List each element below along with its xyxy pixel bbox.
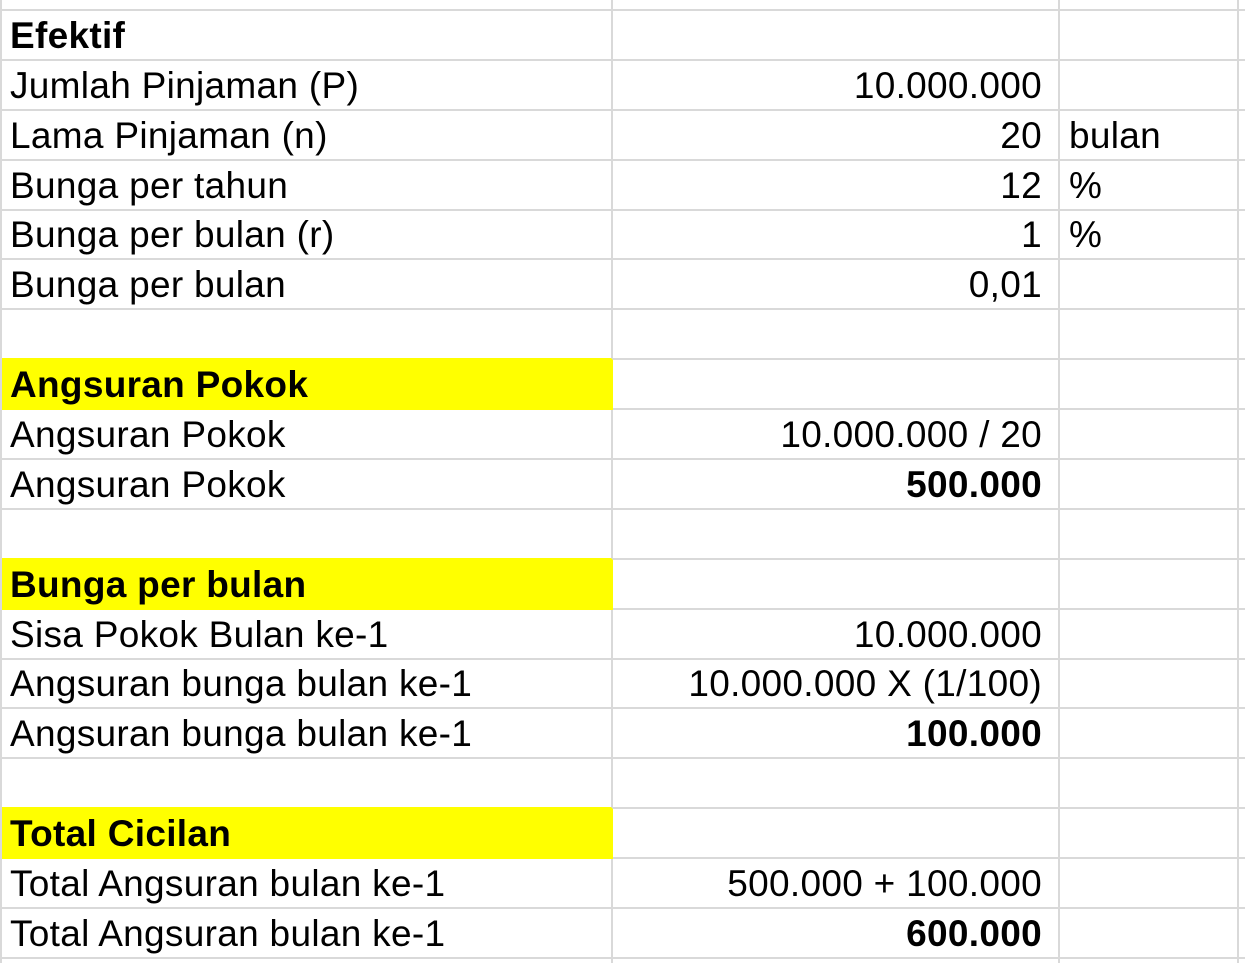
cell-value[interactable] [613,260,1060,310]
spreadsheet-row [2,460,1245,510]
cell-label[interactable] [2,460,613,510]
cell-label[interactable] [2,161,613,211]
cell-label[interactable] [2,111,613,161]
spreadsheet-row [2,709,1245,759]
cell-value[interactable] [613,0,1060,11]
cell-right-edge [1239,909,1245,959]
cell-value[interactable] [613,959,1060,963]
cell-unit[interactable] [1060,410,1239,460]
cell-text: 10.000.000 [853,613,1042,655]
cell-label[interactable] [2,260,613,310]
cell-right-edge [1239,510,1245,560]
cell-text: bulan [1069,114,1162,156]
spreadsheet-row-empty [2,310,1245,360]
spreadsheet-row [2,161,1245,211]
cell-value[interactable] [613,61,1060,111]
cell-unit[interactable] [1060,211,1239,261]
cell-label[interactable] [2,660,613,710]
cell-text: 12 [1000,164,1042,206]
spreadsheet-row [2,410,1245,460]
cell-unit[interactable] [1060,560,1239,610]
cell-text: Angsuran Pokok [10,463,286,505]
cell-text: Sisa Pokok Bulan ke-1 [10,613,389,655]
cell-label-highlighted[interactable] [2,809,613,859]
cell-unit[interactable] [1060,709,1239,759]
cell-unit[interactable] [1060,11,1239,61]
cell-unit[interactable] [1060,61,1239,111]
spreadsheet-row-empty [2,510,1245,560]
cell-right-edge [1239,0,1245,11]
cell-unit[interactable] [1060,759,1239,809]
cell-text: 1 [1021,214,1042,256]
cell-text: 10.000.000 [853,64,1042,106]
cell-text: 10.000.000 / 20 [780,414,1042,456]
cell-right-edge [1239,410,1245,460]
cell-right-edge [1239,61,1245,111]
cell-unit[interactable] [1060,460,1239,510]
cell-unit[interactable] [1060,859,1239,909]
cell-value-result[interactable] [613,460,1060,510]
cell-text: 10.000.000 X (1/100) [688,663,1042,705]
cell-value-result[interactable] [613,909,1060,959]
cell-text: Angsuran Pokok [10,364,309,406]
cell-right-edge [1239,759,1245,809]
spreadsheet-row [2,660,1245,710]
cell-text: 0,01 [968,264,1042,306]
cell-unit[interactable] [1060,510,1239,560]
cell-text: 500.000 [906,463,1042,505]
cell-right-edge [1239,111,1245,161]
cell-text: Jumlah Pinjaman (P) [10,64,360,106]
spreadsheet-row-partial-bottom [2,959,1245,963]
cell-text: % [1069,164,1103,206]
cell-label[interactable] [2,959,613,963]
spreadsheet-row [2,859,1245,909]
cell-right-edge [1239,859,1245,909]
cell-text: Angsuran bunga bulan ke-1 [10,713,473,755]
cell-label-highlighted[interactable] [2,360,613,410]
spreadsheet-row [2,260,1245,310]
cell-right-edge [1239,460,1245,510]
spreadsheet-row [2,211,1245,261]
spreadsheet-row-section-header [2,560,1245,610]
cell-value[interactable] [613,859,1060,909]
cell-unit[interactable] [1060,660,1239,710]
cell-right-edge [1239,310,1245,360]
spreadsheet-row [2,610,1245,660]
cell-text: Bunga per bulan (r) [10,214,335,256]
cell-value[interactable] [613,11,1060,61]
cell-text: Lama Pinjaman (n) [10,114,328,156]
cell-label[interactable] [2,211,613,261]
cell-label[interactable] [2,510,613,560]
spreadsheet-row [2,11,1245,61]
cell-label[interactable] [2,410,613,460]
cell-unit[interactable] [1060,111,1239,161]
cell-right-edge [1239,660,1245,710]
cell-value[interactable] [613,310,1060,360]
cell-label[interactable] [2,610,613,660]
cell-label[interactable] [2,909,613,959]
cell-text: 20 [1000,114,1042,156]
cell-unit[interactable] [1060,161,1239,211]
cell-value[interactable] [613,510,1060,560]
cell-right-edge [1239,560,1245,610]
spreadsheet-row-empty [2,759,1245,809]
cell-text: Bunga per tahun [10,164,289,206]
cell-label[interactable] [2,61,613,111]
cell-value[interactable] [613,360,1060,410]
cell-label[interactable] [2,310,613,360]
cell-right-edge [1239,360,1245,410]
spreadsheet-row [2,111,1245,161]
spreadsheet-row [2,909,1245,959]
cell-value[interactable] [613,410,1060,460]
cell-unit[interactable] [1060,959,1239,963]
cell-right-edge [1239,709,1245,759]
cell-value[interactable] [613,111,1060,161]
cell-text: 100.000 [906,713,1042,755]
cell-value[interactable] [613,161,1060,211]
cell-value[interactable] [613,809,1060,859]
cell-label-highlighted[interactable] [2,560,613,610]
spreadsheet-row [2,61,1245,111]
cell-text: Angsuran bunga bulan ke-1 [10,663,473,705]
cell-text: Total Angsuran bulan ke-1 [10,912,446,954]
cell-label[interactable] [2,11,613,61]
cell-right-edge [1239,959,1245,963]
cell-text: 600.000 [906,912,1042,954]
cell-text: Efektif [10,14,126,56]
cell-text: Angsuran Pokok [10,414,286,456]
cell-text: Bunga per bulan [10,563,307,605]
cell-right-edge [1239,610,1245,660]
cell-text: % [1069,214,1103,256]
cell-unit[interactable] [1060,909,1239,959]
cell-value[interactable] [613,759,1060,809]
cell-unit[interactable] [1060,360,1239,410]
spreadsheet-row-section-header [2,360,1245,410]
cell-label[interactable] [2,759,613,809]
cell-value[interactable] [613,610,1060,660]
cell-label[interactable] [2,0,613,11]
cell-right-edge [1239,161,1245,211]
cell-right-edge [1239,260,1245,310]
cell-text: Bunga per bulan [10,264,287,306]
cell-text: Total Cicilan [10,813,232,855]
cell-text: Total Angsuran bulan ke-1 [10,863,446,905]
cell-right-edge [1239,211,1245,261]
cell-right-edge [1239,11,1245,61]
cell-right-edge [1239,809,1245,859]
cell-value[interactable] [613,211,1060,261]
cell-label[interactable] [2,859,613,909]
cell-value[interactable] [613,560,1060,610]
cell-unit[interactable] [1060,809,1239,859]
cell-unit[interactable] [1060,0,1239,11]
cell-unit[interactable] [1060,610,1239,660]
cell-unit[interactable] [1060,260,1239,310]
cell-unit[interactable] [1060,310,1239,360]
cell-text: 500.000 + 100.000 [727,863,1042,905]
cell-label[interactable] [2,709,613,759]
cell-value-result[interactable] [613,709,1060,759]
spreadsheet-row-section-header [2,809,1245,859]
spreadsheet-row-partial-top [2,0,1245,11]
cell-value[interactable] [613,660,1060,710]
